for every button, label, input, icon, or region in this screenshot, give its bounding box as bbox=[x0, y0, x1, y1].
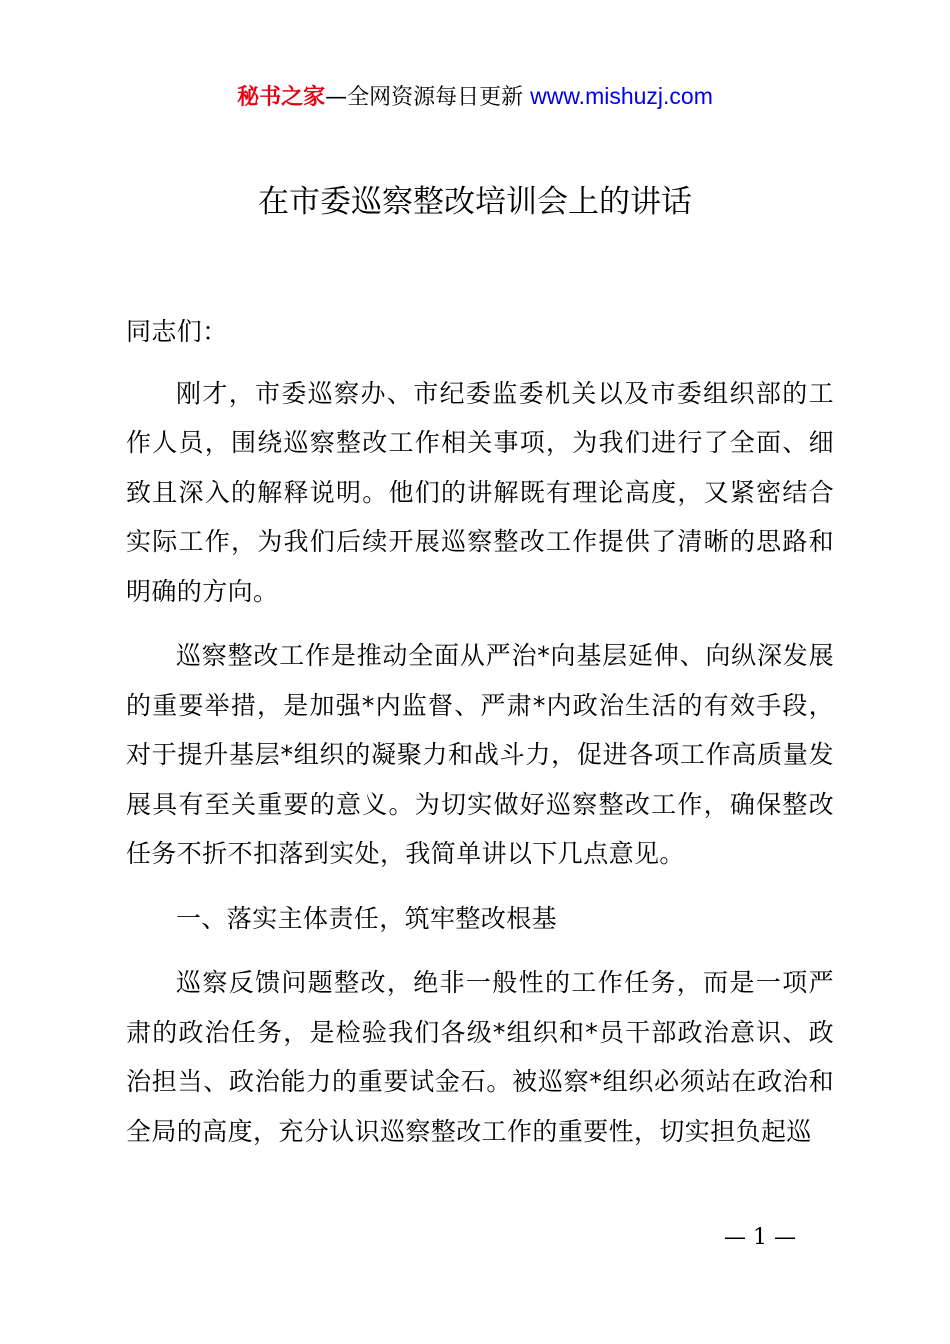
site-header bbox=[0, 80, 950, 114]
paragraph-significance: 巡察整改工作是推动全面从严治*向基层延伸、向纵深发展的重要举措，是加强*内监督、严肃*内政治生活的有效手段，对于提升基层*组织的凝聚力和战斗力，促进各项工作高质量发展具有至关重要的意义。为切实做好巡察整改工作，确保整改任务不折不扣落到实处，我简单讲以下几点意见。 bbox=[126, 641, 834, 868]
section-paragraph: 巡察反馈问题整改，绝非一般性的工作任务，而是一项严肃的政治任务，是检验我们各级*组织和*员干部政治意识、政治担当、政治能力的重要试金石。被巡察*组织必须站在政治和全局的高度，充分认识巡察整改工作的重要性，切实担负起巡 bbox=[126, 968, 834, 1146]
page-number: — 1 — bbox=[724, 1225, 796, 1250]
document-body bbox=[126, 307, 834, 1171]
site-url-link[interactable]: www.mishuzj.com bbox=[530, 83, 713, 109]
section-heading: 一、落实主体责任，筑牢整改根基 bbox=[176, 903, 558, 933]
site-brand: 秘书之家 bbox=[237, 85, 326, 110]
document-title: 在市委巡察整改培训会上的讲话 bbox=[258, 184, 692, 220]
greeting: 同志们： bbox=[126, 317, 228, 346]
site-tagline: —全网资源每日更新 bbox=[325, 85, 531, 110]
paragraph-intro: 刚才，市委巡察办、市纪委监委机关以及市委组织部的工作人员，围绕巡察整改工作相关事项，为我们进行了全面、细致且深入的解释说明。他们的讲解既有理论高度，又紧密结合实际工作，为我们后续开展巡察整改工作提供了清晰的思路和明确的方向。 bbox=[126, 378, 834, 606]
